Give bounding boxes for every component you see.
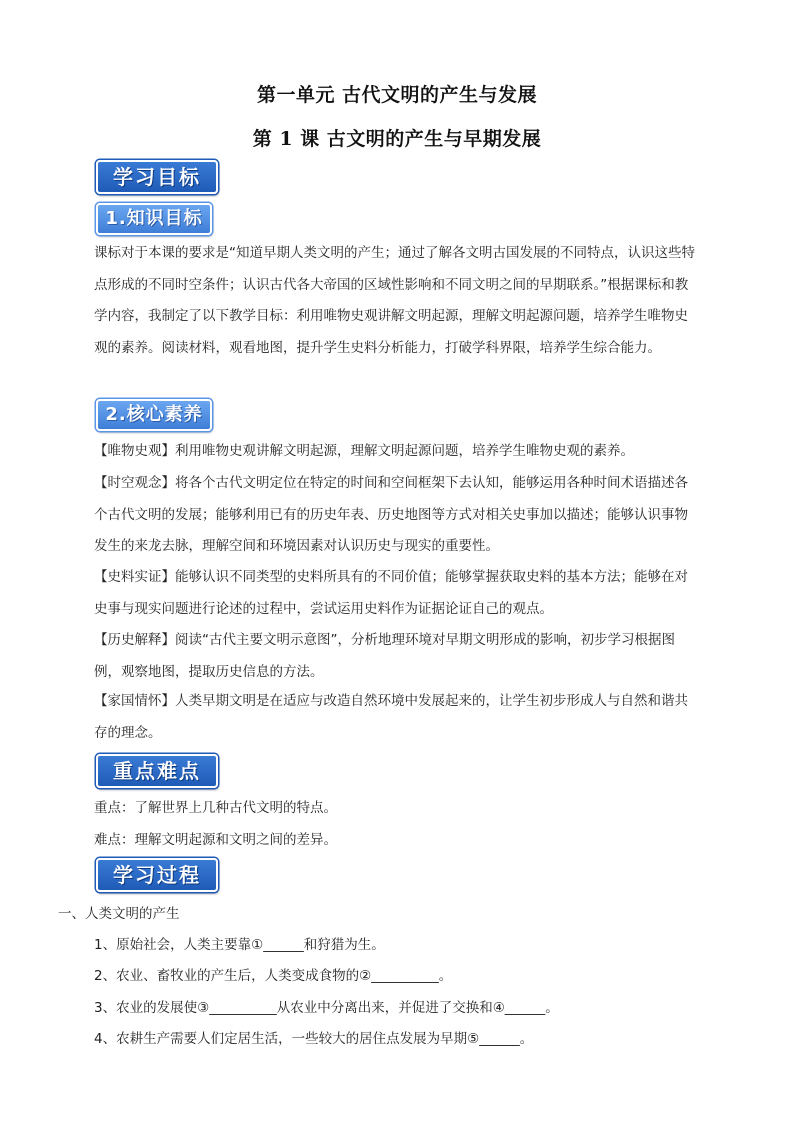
- fill-item-1: 1、原始社会，人类主要靠①______和狩猎为生。: [94, 937, 385, 953]
- core-item-spacetime: 【时空观念】将各个古代文明定位在特定的时间和空间框架下去认知，能够运用各种时间术语描述各个古代文明的发展；能够利用已有的历史年表、历史地图等方式对相关史事加以描述；能够认识事物发生的来龙去脉，理解空间和环境因素对认识历史与现实的重要性。: [94, 475, 688, 554]
- process-banner: 学习过程: [96, 858, 218, 892]
- objectives-banner: 学习目标: [96, 160, 218, 194]
- fill-item-4: 4、农耕生产需要人们定居生活，一些较大的居住点发展为早期⑤______。: [94, 1031, 534, 1047]
- knowledge-goals-banner: 1.知识目标: [96, 203, 212, 235]
- unit-title: 第一单元 古代文明的产生与发展: [256, 84, 538, 106]
- fill-item-3: 3、农业的发展使③__________从农业中分离出来，并促进了交换和④______。: [94, 1000, 559, 1016]
- lesson-title: 第 1 课 古文明的产生与早期发展: [252, 128, 542, 150]
- key-difficult-banner: 重点难点: [96, 754, 218, 788]
- knowledge-goals-text: 课标对于本课的要求是“知道早期人类文明的产生；通过了解各文明古国发展的不同特点，认识这些特点形成的不同时空条件；认识古代各大帝国的区域性影响和不同文明之间的早期联系。”根据课标和教学内容，我制定了以下教学目标：利用唯物史观讲解文明起源，理解文明起源问题，培养学生唯物史观的素养。阅读材料，观看地图，提升学生史料分析能力，打破学科界限，培养学生综合能力。: [94, 245, 695, 356]
- fill-item-2: 2、农业、畜牧业的产生后，人类变成食物的②__________。: [94, 968, 453, 984]
- core-item-materialism: 【唯物史观】利用唯物史观讲解文明起源，理解文明起源问题，培养学生唯物史观的素养。: [94, 443, 634, 459]
- core-item-evidence: 【史料实证】能够认识不同类型的史料所具有的不同价值；能够掌握获取史料的基本方法；能够在对史事与现实问题进行论述的过程中，尝试运用史料作为证据论证自己的观点。: [94, 569, 688, 617]
- difficult-point-text: 难点：理解文明起源和文明之间的差异。: [94, 832, 337, 848]
- key-point-text: 重点：了解世界上几种古代文明的特点。: [94, 800, 337, 816]
- core-item-patriotism: 【家国情怀】人类早期文明是在适应与改造自然环境中发展起来的，让学生初步形成人与自然和谐共存的理念。: [94, 693, 688, 741]
- process-heading: 一、人类文明的产生: [58, 906, 180, 922]
- core-literacy-banner: 2.核心素养: [96, 399, 212, 431]
- core-item-interpretation: 【历史解释】阅读“古代主要文明示意图”，分析地理环境对早期文明形成的影响，初步学习根据图例，观察地图，提取历史信息的方法。: [94, 632, 675, 680]
